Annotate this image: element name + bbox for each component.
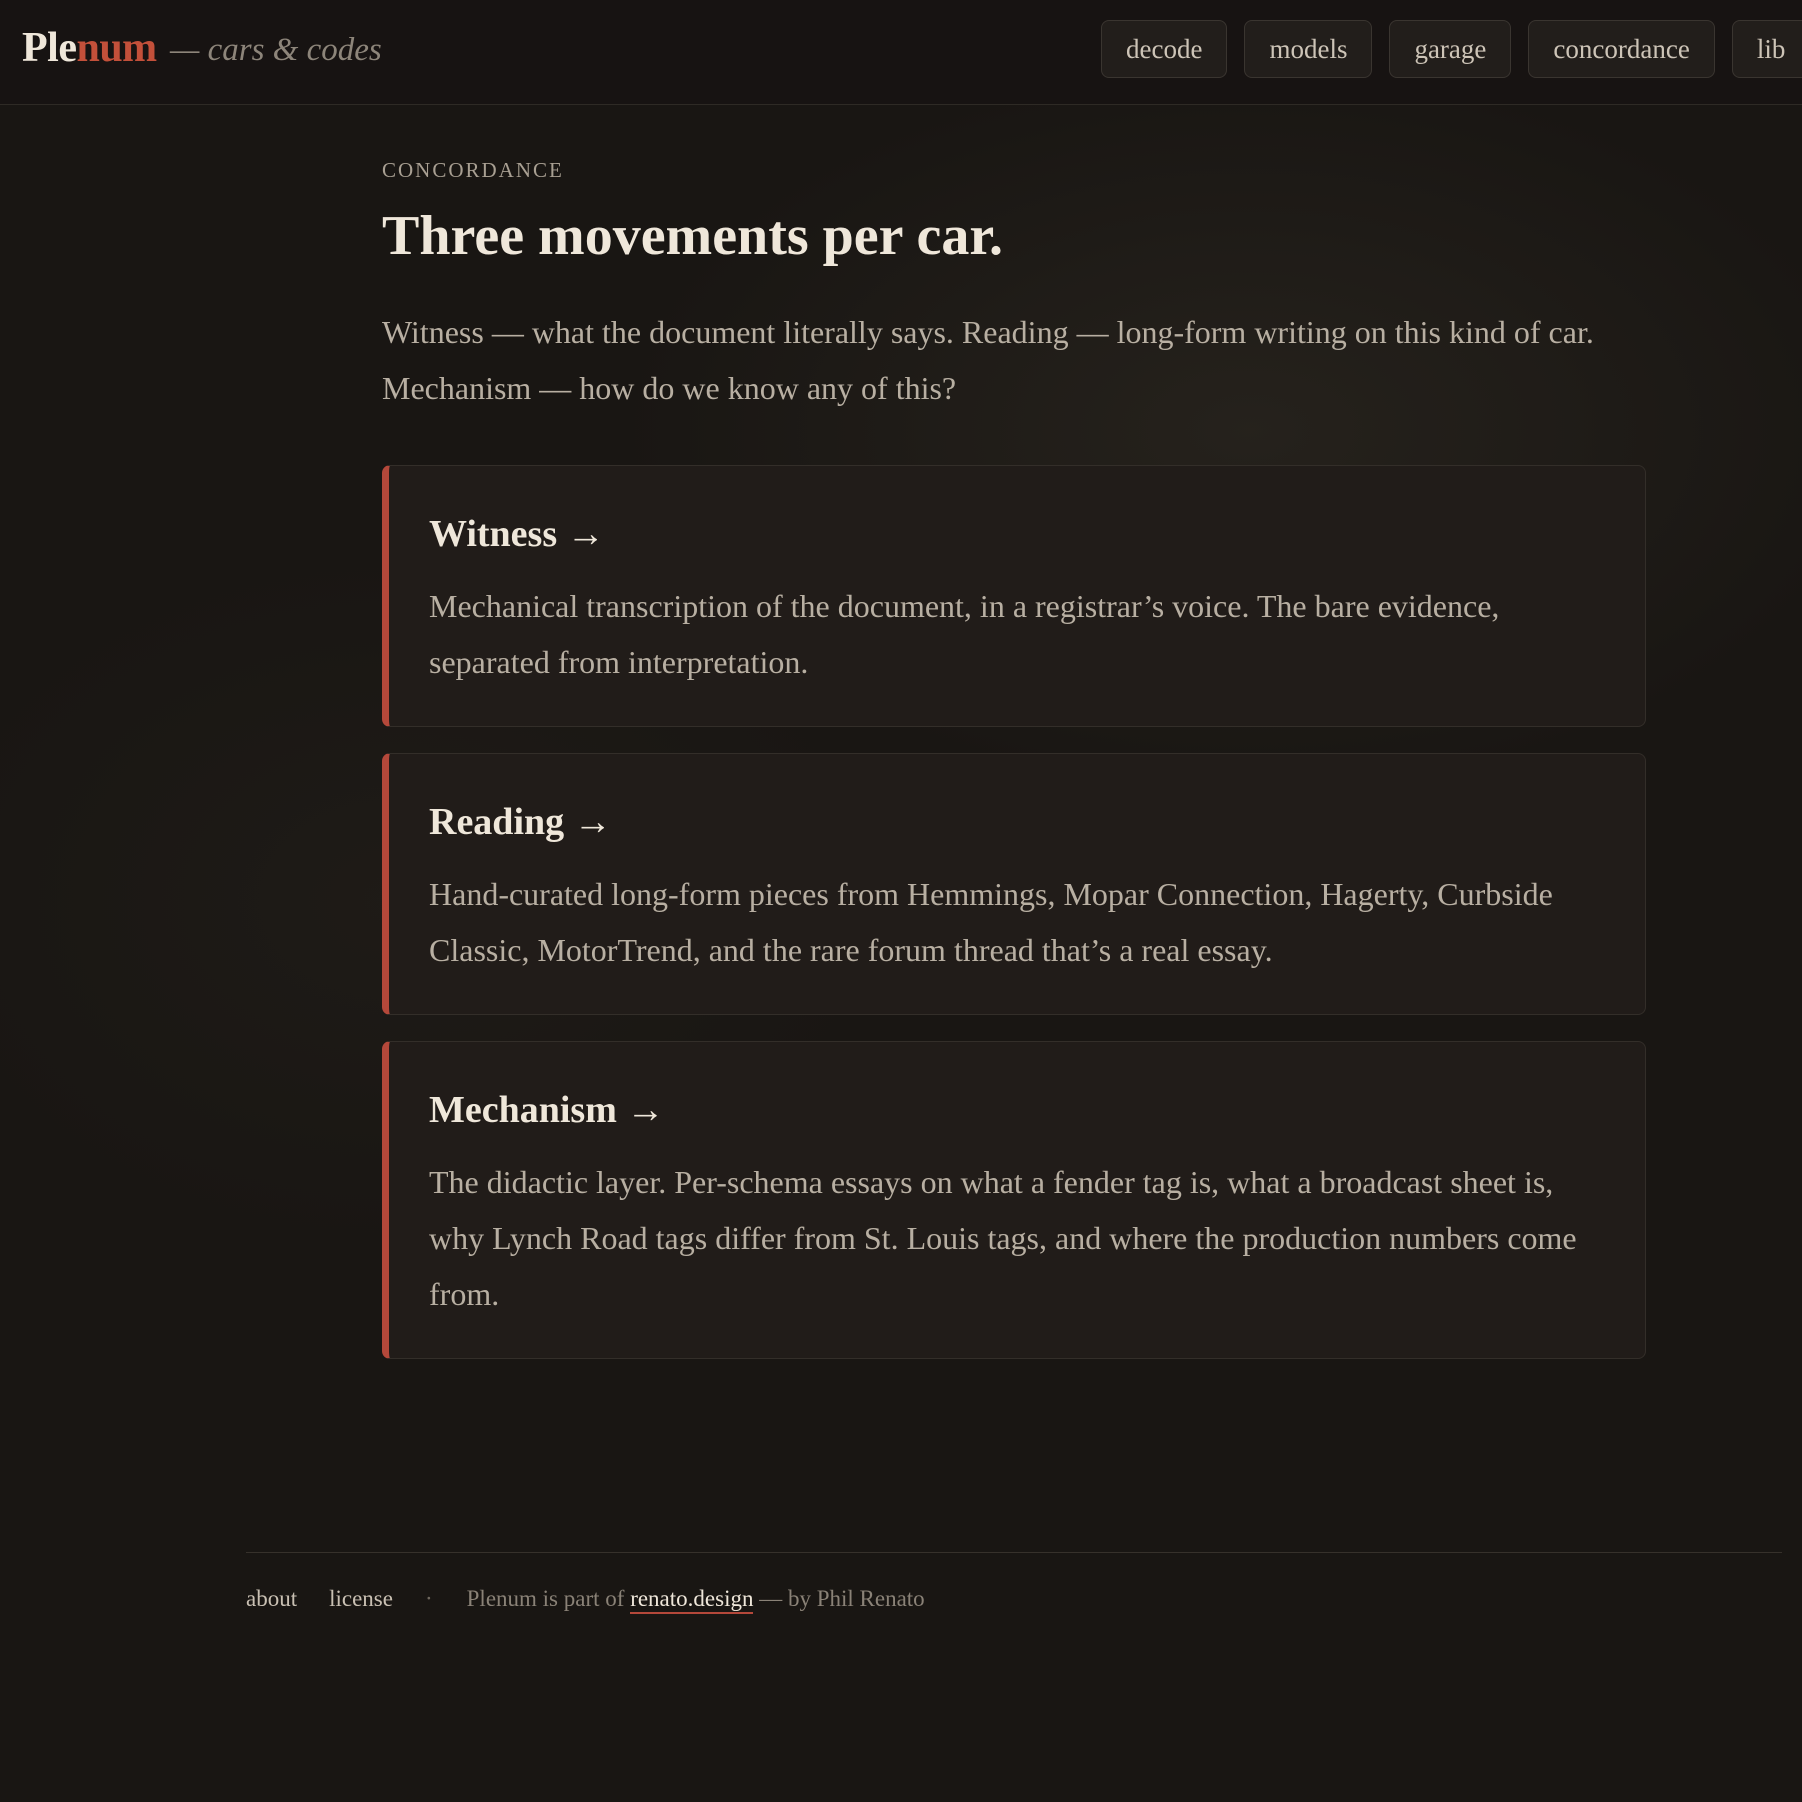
footer-credit-suffix: — by Phil Renato	[753, 1586, 925, 1611]
footer	[246, 1586, 925, 1614]
main-nav	[1101, 20, 1802, 78]
brand-logo[interactable]	[22, 24, 157, 72]
footer-separator: ·	[424, 1586, 433, 1611]
card-reading-title[interactable]: Reading →	[429, 801, 612, 843]
card-witness[interactable]	[382, 465, 1646, 727]
card-witness-title[interactable]: Witness →	[429, 513, 605, 555]
top-bar	[0, 0, 1802, 105]
footer-site-link[interactable]: renato.design	[630, 1586, 753, 1614]
nav-library-button[interactable]: lib	[1732, 20, 1802, 78]
card-mechanism-title[interactable]: Mechanism →	[429, 1089, 665, 1131]
footer-about-link[interactable]: about	[246, 1586, 298, 1611]
card-mechanism[interactable]	[382, 1041, 1646, 1359]
brand-name-part1: Ple	[22, 25, 77, 71]
card-witness-body: Mechanical transcription of the document, in a registrar’s voice. The bare evidence, separated from interpretation.	[429, 588, 1500, 680]
nav-concordance-button[interactable]: concordance	[1528, 20, 1714, 78]
card-reading[interactable]	[382, 753, 1646, 1015]
footer-license-link[interactable]: license	[329, 1586, 393, 1611]
footer-credit-prefix: Plenum is part of	[466, 1586, 631, 1611]
brand-name-part2: num	[76, 25, 157, 71]
page-title: Three movements per car.	[382, 205, 1004, 267]
nav-decode-button[interactable]: decode	[1101, 20, 1227, 78]
card-mechanism-body: The didactic layer. Per-schema essays on what a fender tag is, what a broadcast sheet is, why Lynch Road tags differ from St. Louis tags, and where the production numbers come from.	[429, 1164, 1577, 1312]
card-reading-body: Hand-curated long-form pieces from Hemmings, Mopar Connection, Hagerty, Curbside Classic, MotorTrend, and the rare forum thread that’s a real essay.	[429, 876, 1553, 968]
brand-tagline: — cars & codes	[170, 32, 382, 68]
section-eyebrow: CONCORDANCE	[382, 158, 564, 182]
nav-garage-button[interactable]: garage	[1389, 20, 1511, 78]
footer-divider	[246, 1552, 1782, 1553]
intro-paragraph: Witness — what the document literally says. Reading — long-form writing on this kind of car. Mechanism — how do we know any of this?	[382, 314, 1594, 406]
nav-models-button[interactable]: models	[1244, 20, 1372, 78]
